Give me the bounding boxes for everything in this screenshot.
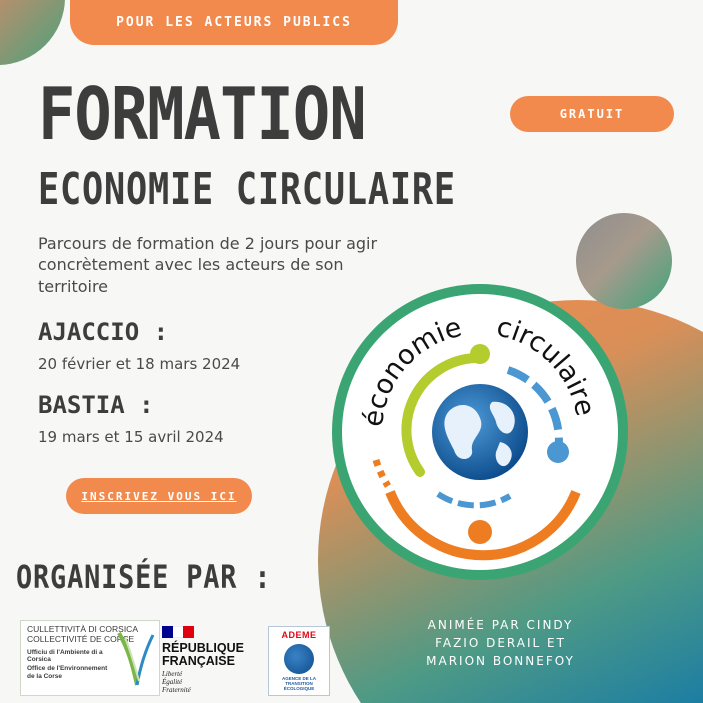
animators-text (398, 616, 603, 671)
ademe-name: ADEME (281, 630, 317, 640)
free-badge: GRATUIT (510, 96, 674, 132)
session-city-ajaccio: AJACCIO : (38, 318, 169, 346)
economie-circulaire-emblem (330, 282, 630, 582)
logo-republique-francaise[interactable] (162, 626, 254, 698)
emblem-word-circulaire: circulaire (493, 311, 601, 419)
rf-line1: RÉPUBLIQUE (162, 641, 244, 655)
ademe-tagline3: ÉCOLOGIQUE (283, 686, 315, 692)
ademe-globe-icon (284, 644, 314, 674)
audience-banner: POUR LES ACTEURS PUBLICS (70, 0, 398, 45)
logo-ademe[interactable] (268, 626, 330, 696)
ademe-tagline2: TRANSITION (285, 681, 313, 687)
emblem-orange-figure-head (468, 520, 492, 544)
animators-line2: FAZIO DERAIL ET (435, 636, 566, 651)
rf-motto2: Égalité (162, 678, 183, 687)
marianne-flag-icon (162, 626, 194, 638)
rf-line2: FRANÇAISE (162, 654, 235, 669)
emblem-lime-figure-head (470, 344, 490, 364)
corsica-line1: CULLETTIVITÀ DI CORSICA (27, 624, 138, 634)
description-text: Parcours de formation de 2 jours pour agir concrètement avec les acteurs de son territoire (38, 234, 378, 296)
ademe-tagline1: AGENCE DE LA (281, 676, 316, 681)
corsica-swoosh-icon (115, 627, 155, 689)
session-city-bastia: BASTIA : (38, 391, 154, 419)
emblem-blue-figure-head (547, 441, 569, 463)
animators-line1: ANIMÉE PAR CINDY (427, 618, 574, 632)
emblem-word-economie: économie (357, 311, 465, 429)
rf-motto3: Fraternité (162, 686, 191, 695)
organizers-heading: ORGANISÉE PAR : (16, 558, 272, 596)
corsica-line2: COLLECTIVITÉ DE CORSE (27, 633, 135, 644)
corsica-line3: Ufficiu di l'Ambiente di a Corsica (27, 648, 103, 664)
rf-motto1: Liberté (162, 670, 183, 679)
session-dates-ajaccio: 20 février et 18 mars 2024 (38, 355, 241, 373)
corsica-line4: Office de l'Environnement de la Corse (27, 665, 108, 680)
decorative-ball-top-left (0, 0, 65, 65)
session-dates-bastia: 19 mars et 15 avril 2024 (38, 428, 224, 446)
animators-line3: MARION BONNEFOY (426, 654, 575, 669)
register-button[interactable]: INSCRIVEZ VOUS ICI (66, 478, 252, 514)
logo-collectivite-de-corse[interactable] (20, 620, 160, 696)
main-title: FORMATION (38, 72, 366, 156)
subtitle: ECONOMIE CIRCULAIRE (38, 164, 456, 215)
